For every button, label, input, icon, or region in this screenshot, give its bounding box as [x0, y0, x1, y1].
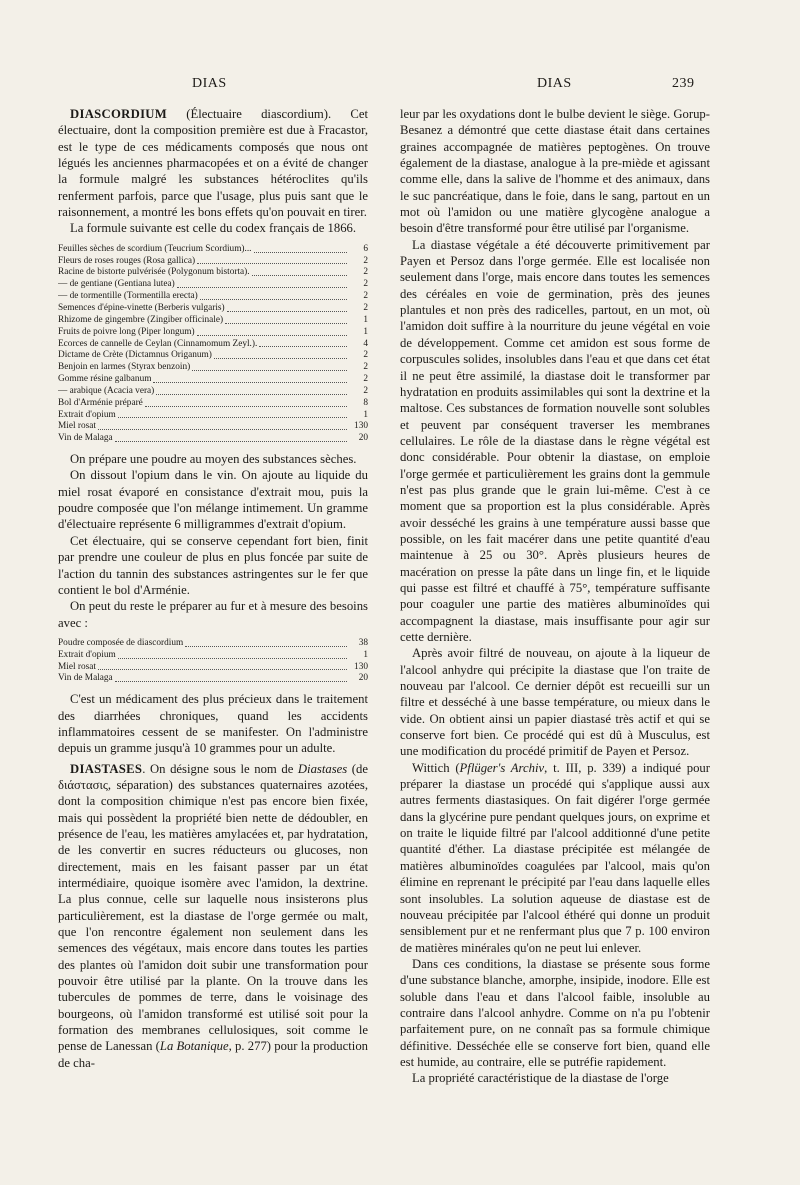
ingredient-quantity: 2 — [363, 267, 368, 278]
ingredient-quantity: 130 — [354, 661, 368, 672]
recipe-row — [58, 244, 368, 256]
leader-dots — [145, 406, 347, 407]
entry-diastases: DIASTASES. On désigne sous le nom de Diastases (de διάστασις, séparation) des substances quaternaires azotées, dont la composition chimique n'est pas encore bien fixée, mais qui possèdent la propriété bien nette de dédoubler, en présence de l'eau, les matières amylacées et, par hydratation, de les convertir en sucres réducteurs ou glucoses, non directement, mais en les faisant passer par un état intermédiaire, quoique isomère avec l'amidon, la dextrine. La plus connue, celle sur laquelle nous insisterons plus particulièrement, est la diastase de l'orge germée ou malt, que l'on rencontre également non seulement dans les semences des végétaux, mais encore dans toutes les parties des plantes où l'amidon doit subir une transformation pour pouvoir être utilisé par la plante. On la trouve dans les tubercules de pommes de terre, dans le voisinage des bourgeons, où l'amidon transformé est utilisé soit pour la formation des membranes cellulosiques, soit comme le pense de Lanessan (La Botanique, p. 277) pour la production de cha- — [58, 761, 369, 1070]
ingredient-name: Écorces de cannelle de Ceylan (Cinnamomum Zeyl.). — [58, 338, 258, 349]
leader-dots — [200, 299, 347, 300]
leader-dots — [115, 681, 347, 682]
recipe-row — [58, 673, 368, 685]
leader-dots — [197, 335, 347, 336]
leader-dots — [115, 441, 347, 442]
ingredient-quantity: 1 — [363, 409, 368, 420]
leader-dots — [153, 382, 347, 383]
ingredient-name: Extrait d'opium — [58, 649, 116, 660]
ingredient-name: Benjoin en larmes (Styrax benzoin) — [58, 362, 191, 373]
ingredient-quantity: 1 — [363, 314, 368, 325]
ingredient-quantity: 1 — [363, 326, 368, 337]
leader-dots — [254, 252, 347, 253]
recipe-row — [58, 650, 368, 662]
paragraph: Dans ces conditions, la diastase se présente sous forme d'une substance blanche, amorphe, insipide, inodore. Elle est soluble dans l'eau et dans l'alcool faible, insoluble au contraire dans l'alcool anhydre. Comme on n'a pu l'obtenir parfaitement pure, on ne connaît pas sa formule chimique définitive. Desséchée elle se conserve fort bien, quand elle est humide, au contraire, elle se putréfie rapidement. — [400, 956, 710, 1069]
paragraph: On prépare une poudre au moyen des substances sèches. — [70, 452, 357, 467]
recipe-row — [58, 303, 368, 315]
ingredient-quantity: 38 — [358, 637, 368, 648]
recipe-row — [58, 267, 368, 279]
ingredient-quantity: 2 — [363, 302, 368, 313]
ingredient-quantity: 20 — [358, 433, 368, 444]
paragraph: On dissout l'opium dans le vin. On ajoute au liquide du miel rosat évaporé en consistance d'extrait mou, puis la poudre composée que l'on mélange intimement. Un gramme d'électuaire représente 6 milligrammes d'extrait d'opium. — [58, 468, 368, 532]
ingredient-quantity: 130 — [354, 421, 368, 432]
paragraph: Après avoir filtré de nouveau, on ajoute à la liqueur de l'alcool anhydre qui précipite la diastase que l'on traite de nouveau par l'alcool. Ce dernier dépôt est recueilli sur un filtre et desséché à une basse température, ou mieux dans le vide. On obtient ainsi un papier diastasé très actif et qui se conserve fort bien. Ce procédé qui est dû à Musculus, est une modification du procédé primitif de Payen et Persoz. — [400, 646, 710, 759]
leader-dots — [252, 275, 347, 276]
paragraph: Wittich (Pflüger's Archiv, t. III, p. 339) a indiqué pour préparer la diastase un procédé qui s'applique aussi aux autres ferments diastasiques. On fait digérer l'orge germée dans la glycérine pure pendant quelques jours, on exprime et on traite le liquide filtré par l'alcool additionné d'une petite quantité d'éther. La diastase précipitée est mélangée de matières albuminoïdes coagulées par l'alcool, mais qu'on élimine en reprenant le précipité par l'eau dans laquelle elles sont insolubles. La solution aqueuse de diastase est de nouveau précipitée par l'alcool éthéré qui donne un produit sensiblement pur et ne renfermant plus que 7 p. 100 environ de matières minérales qu'on ne peut lui enlever. — [400, 760, 710, 955]
ingredient-quantity: 6 — [363, 243, 368, 254]
ingredient-name: — de gentiane (Gentiana lutea) — [58, 279, 175, 290]
recipe-row — [58, 398, 368, 410]
ingredient-quantity: 2 — [363, 279, 368, 290]
recipe-row — [58, 362, 368, 374]
ingredient-name: Fruits de poivre long (Piper longum) — [58, 326, 195, 337]
recipe-row — [58, 256, 368, 268]
paragraph: La diastase végétale a été découverte primitivement par Payen et Persoz dans l'orge germée. Elle est localisée non seulement dans l'orge, mais encore dans toutes les semences des céréales en voie de germination, près des jeunes plantules et non près des radicelles, partout, en un mot, où l'amidon doit suffire à la nourriture du jeune végétal en voie de développement. Comme cet amidon est sous forme de corpuscules solides, insolubles dans l'eau et que dans cet état il ne peut être assimilé, la diastase doit le transformer par hydratation en produits assimilables qui sont la dextrine et la maltose. Ces substances de formation nouvelle sont solubles et peuvent par conséquent traverser les membranes cellulaires. Le rôle de la diastase dans le règne végétal est donc considérable. Pour obtenir la diastase, on emploie l'orge germée et particulièrement les grains dont la gemmule n'est pas plus grande que le grain lui-même. C'est à ce moment que sa proportion est la plus considérable. Après avoir desséché les grains à une température aussi basse que possible, on les fait macérer dans une petite quantité d'eau maintenue à 25 ou 30°. Après plusieurs heures de macération on presse la pâte dans un linge fin, et le liquide qui passe est filtré et chauffé à 75°, température suffisante pour coaguler une partie des matières albuminoïdes qui accompagnent la diastase, mais insuffisante pour agir sur cette dernière. — [400, 237, 710, 644]
ingredient-name: Vin de Malaga — [58, 673, 113, 684]
leader-dots — [118, 417, 347, 418]
ingredient-quantity: 20 — [358, 673, 368, 684]
ingredient-name: Semences d'épine-vinette (Berberis vulgaris) — [58, 302, 225, 313]
leader-dots — [259, 346, 347, 347]
recipe-row — [58, 386, 368, 398]
ingredient-quantity: 2 — [363, 362, 368, 373]
leader-dots — [156, 394, 347, 395]
leader-dots — [192, 370, 347, 371]
left-column — [58, 106, 368, 1071]
paragraph: La formule suivante est celle du codex français de 1866. — [70, 221, 357, 236]
recipe-row — [58, 374, 368, 386]
leader-dots — [98, 669, 347, 670]
paragraph: Cet électuaire, qui se conserve cependant fort bien, finit par prendre une couleur de plus en plus foncée par suite de l'action du tannin des substances astringentes sur le fer que contient le bol d'Arménie. — [58, 533, 368, 597]
ingredient-name: Poudre composée de diascordium — [58, 637, 184, 648]
paragraph: On peut du reste le préparer au fur et à mesure des besoins avec : — [58, 599, 368, 630]
recipe-row — [58, 433, 368, 445]
ingredient-quantity: 8 — [363, 397, 368, 408]
paragraph-text: (Électuaire diascordium). Cet électuaire, dont la composition première est due à Fracastor, est le type de ces médicaments composés que nous ont légués les anciennes pharmacopées et on a évité de changer la formule malgré les substances hétéroclites qu'ils renferment parfois, parce que l'usage, plus puis sant que le raisonnement, a montré les bons effets qu'on pouvait en tirer. — [58, 107, 368, 220]
ingredient-name: Miel rosat — [58, 661, 96, 672]
ingredient-name: Racine de bistorte pulvérisée (Polygonum bistorta). — [58, 267, 250, 278]
ingredient-name: Bol d'Arménie préparé — [58, 397, 143, 408]
ingredient-quantity: 4 — [363, 338, 368, 349]
ingredient-name: Miel rosat — [58, 421, 96, 432]
ingredient-name: — de tormentille (Tormentilla erecta) — [58, 291, 198, 302]
ingredient-name: Gomme résine galbanum — [58, 374, 152, 385]
recipe-row — [58, 315, 368, 327]
leader-dots — [214, 358, 347, 359]
leader-dots — [185, 646, 347, 647]
leader-dots — [197, 263, 347, 264]
leader-dots — [118, 658, 347, 659]
paragraph: leur par les oxydations dont le bulbe devient le siège. Gorup-Besanez a démontré que cette diastase était dans certaines graines accompagnée de matières peptogènes. On trouve également de la diastase, analogue à la pre-miède et agissant comme elle, dans la salive de l'homme et des animaux, dans le suc pancréatique, dans le foie, dans le sang, partout en un mot où l'amidon ou une matière glycogène analogue a besoin d'être transformé pour être utilisé par l'organisme. — [400, 107, 710, 236]
entry-headword: DIASTASES — [70, 761, 143, 776]
right-column — [400, 106, 710, 1087]
entry-diascordium — [58, 106, 368, 220]
entry-headword: DIASCORDIUM — [70, 107, 168, 121]
ingredient-name: Dictame de Crète (Dictamnus Origanum) — [58, 350, 212, 361]
ingredient-name: Feuilles sèches de scordium (Teucrium Scordium)... — [58, 243, 252, 254]
ingredient-quantity: 2 — [363, 291, 368, 302]
recipe-row — [58, 279, 368, 291]
recipe-table-codex — [58, 244, 368, 445]
leader-dots — [98, 429, 347, 430]
recipe-row — [58, 350, 368, 362]
running-head-center: DIAS — [537, 76, 572, 91]
paragraph: La propriété caractéristique de la diastase de l'orge — [412, 1071, 669, 1086]
recipe-row — [58, 339, 368, 351]
page-number: 239 — [672, 76, 695, 91]
ingredient-name: Extrait d'opium — [58, 409, 116, 420]
paragraph: C'est un médicament des plus précieux dans le traitement des diarrhées chroniques, quand les accidents inflammatoires cessent de se manifester. On l'administre depuis un gramme jusqu'à 10 grammes pour un adulte. — [58, 692, 368, 756]
ingredient-name: — arabique (Acacia vera) — [58, 385, 155, 396]
running-head-left: DIAS — [192, 76, 227, 91]
leader-dots — [225, 323, 347, 324]
recipe-row — [58, 638, 368, 650]
ingredient-name: Rhizome de gingembre (Zingiber officinale) — [58, 314, 224, 325]
recipe-row — [58, 421, 368, 433]
recipe-row — [58, 662, 368, 674]
recipe-row — [58, 291, 368, 303]
leader-dots — [227, 311, 347, 312]
ingredient-name: Fleurs de roses rouges (Rosa gallica) — [58, 255, 196, 266]
recipe-table-quick — [58, 638, 368, 685]
ingredient-quantity: 1 — [363, 649, 368, 660]
leader-dots — [177, 287, 347, 288]
ingredient-name: Vin de Malaga — [58, 433, 113, 444]
ingredient-quantity: 2 — [363, 255, 368, 266]
recipe-row — [58, 410, 368, 422]
ingredient-quantity: 2 — [363, 350, 368, 361]
ingredient-quantity: 2 — [363, 374, 368, 385]
recipe-row — [58, 327, 368, 339]
ingredient-quantity: 2 — [363, 385, 368, 396]
